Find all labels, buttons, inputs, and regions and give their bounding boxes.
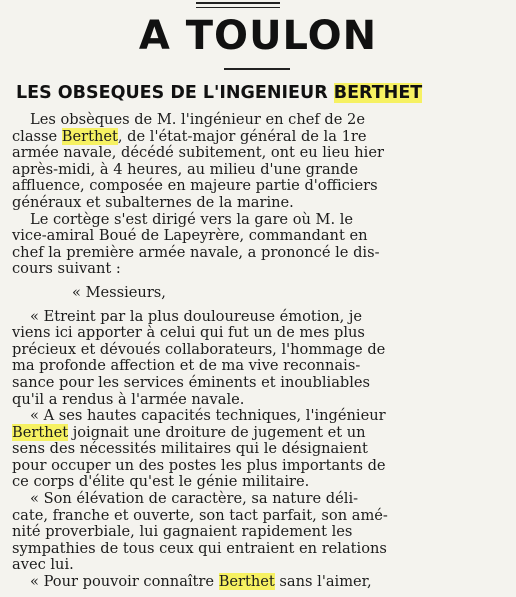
headline-rule — [224, 68, 290, 70]
para4-line1: « A ses hautes capacités techniques, l'ingénieur — [30, 407, 386, 425]
headline: A TOULON — [138, 13, 378, 59]
para4-line5: ce corps d'élite qu'est le génie militaire. — [12, 473, 310, 491]
para5-line3: nité proverbiale, lui gagnaient rapidement les — [12, 523, 353, 541]
para6-post: sans l'aimer, — [274, 573, 372, 591]
para5-line4: sympathies de tous ceux qui entraient en relations — [12, 539, 387, 557]
para1-line4: après-midi, à 4 heures, au milieu d'une grande — [12, 160, 359, 178]
para4-line3: sens des nécessités militaires qui le désignaient — [12, 440, 368, 458]
para1-line1: Les obsèques de M. l'ingénieur en chef de 2e — [30, 111, 365, 128]
top-rule-thin — [196, 7, 280, 8]
para5-line5: avec lui. — [12, 556, 74, 574]
para1-line2-pre: classe — [12, 127, 62, 145]
salutation: « Messieurs, — [72, 283, 166, 301]
para3-line3: précieux et dévoués collaborateurs, l'hommage de — [12, 340, 386, 358]
para3-line2: viens ici apporter à celui qui fut un de mes plus — [12, 324, 365, 342]
top-rule — [196, 2, 280, 4]
para2-line1: Le cortège s'est dirigé vers la gare où M. le — [30, 210, 354, 228]
article-body — [12, 112, 502, 591]
subheading-prefix: LES OBSEQUES DE L'INGENIEUR — [16, 83, 334, 103]
subheading — [16, 82, 506, 104]
subheading-name-highlight: BERTHET — [333, 83, 423, 103]
para3-line6: qu'il a rendus à l'armée navale. — [12, 390, 245, 408]
name-highlight: Berthet — [12, 423, 69, 441]
para1-line5: affluence, composée en majeure partie d'officiers — [12, 177, 378, 195]
para1-line3: armée navale, décédé subitement, ont eu lieu hier — [12, 144, 384, 162]
name-highlight: Berthet — [61, 127, 118, 145]
para6-partial-line — [12, 574, 502, 591]
para1-line2-post: , de l'état-major général de la 1re — [117, 127, 367, 145]
para6-pre: « Pour pouvoir connaître — [30, 573, 219, 591]
para5-line1: « Son élévation de caractère, sa nature déli- — [30, 490, 359, 508]
para2-line3: chef la première armée navale, a prononcé le dis- — [12, 243, 380, 261]
para3-line4: ma profonde affection et de ma vive reconnais- — [12, 357, 361, 375]
para4-line2-post: joignait une droiture de jugement et un — [68, 423, 366, 441]
para3-line5: sance pour les services éminents et inoubliables — [12, 373, 371, 391]
para4-line2 — [12, 425, 502, 442]
para1-line6: généraux et subalternes de la marine. — [12, 193, 294, 211]
para1-line2 — [12, 129, 502, 146]
para5-line2: cate, franche et ouverte, son tact parfait, son amé- — [12, 506, 388, 524]
name-highlight: Berthet — [218, 573, 275, 591]
para2-line2: vice-amiral Boué de Lapeyrère, commandant en — [12, 227, 368, 245]
para4-line4: pour occuper un des postes les plus importants de — [12, 456, 386, 474]
para3-line1: « Etreint par la plus douloureuse émotion, je — [30, 307, 363, 325]
para2-line4: cours suivant : — [12, 260, 121, 278]
